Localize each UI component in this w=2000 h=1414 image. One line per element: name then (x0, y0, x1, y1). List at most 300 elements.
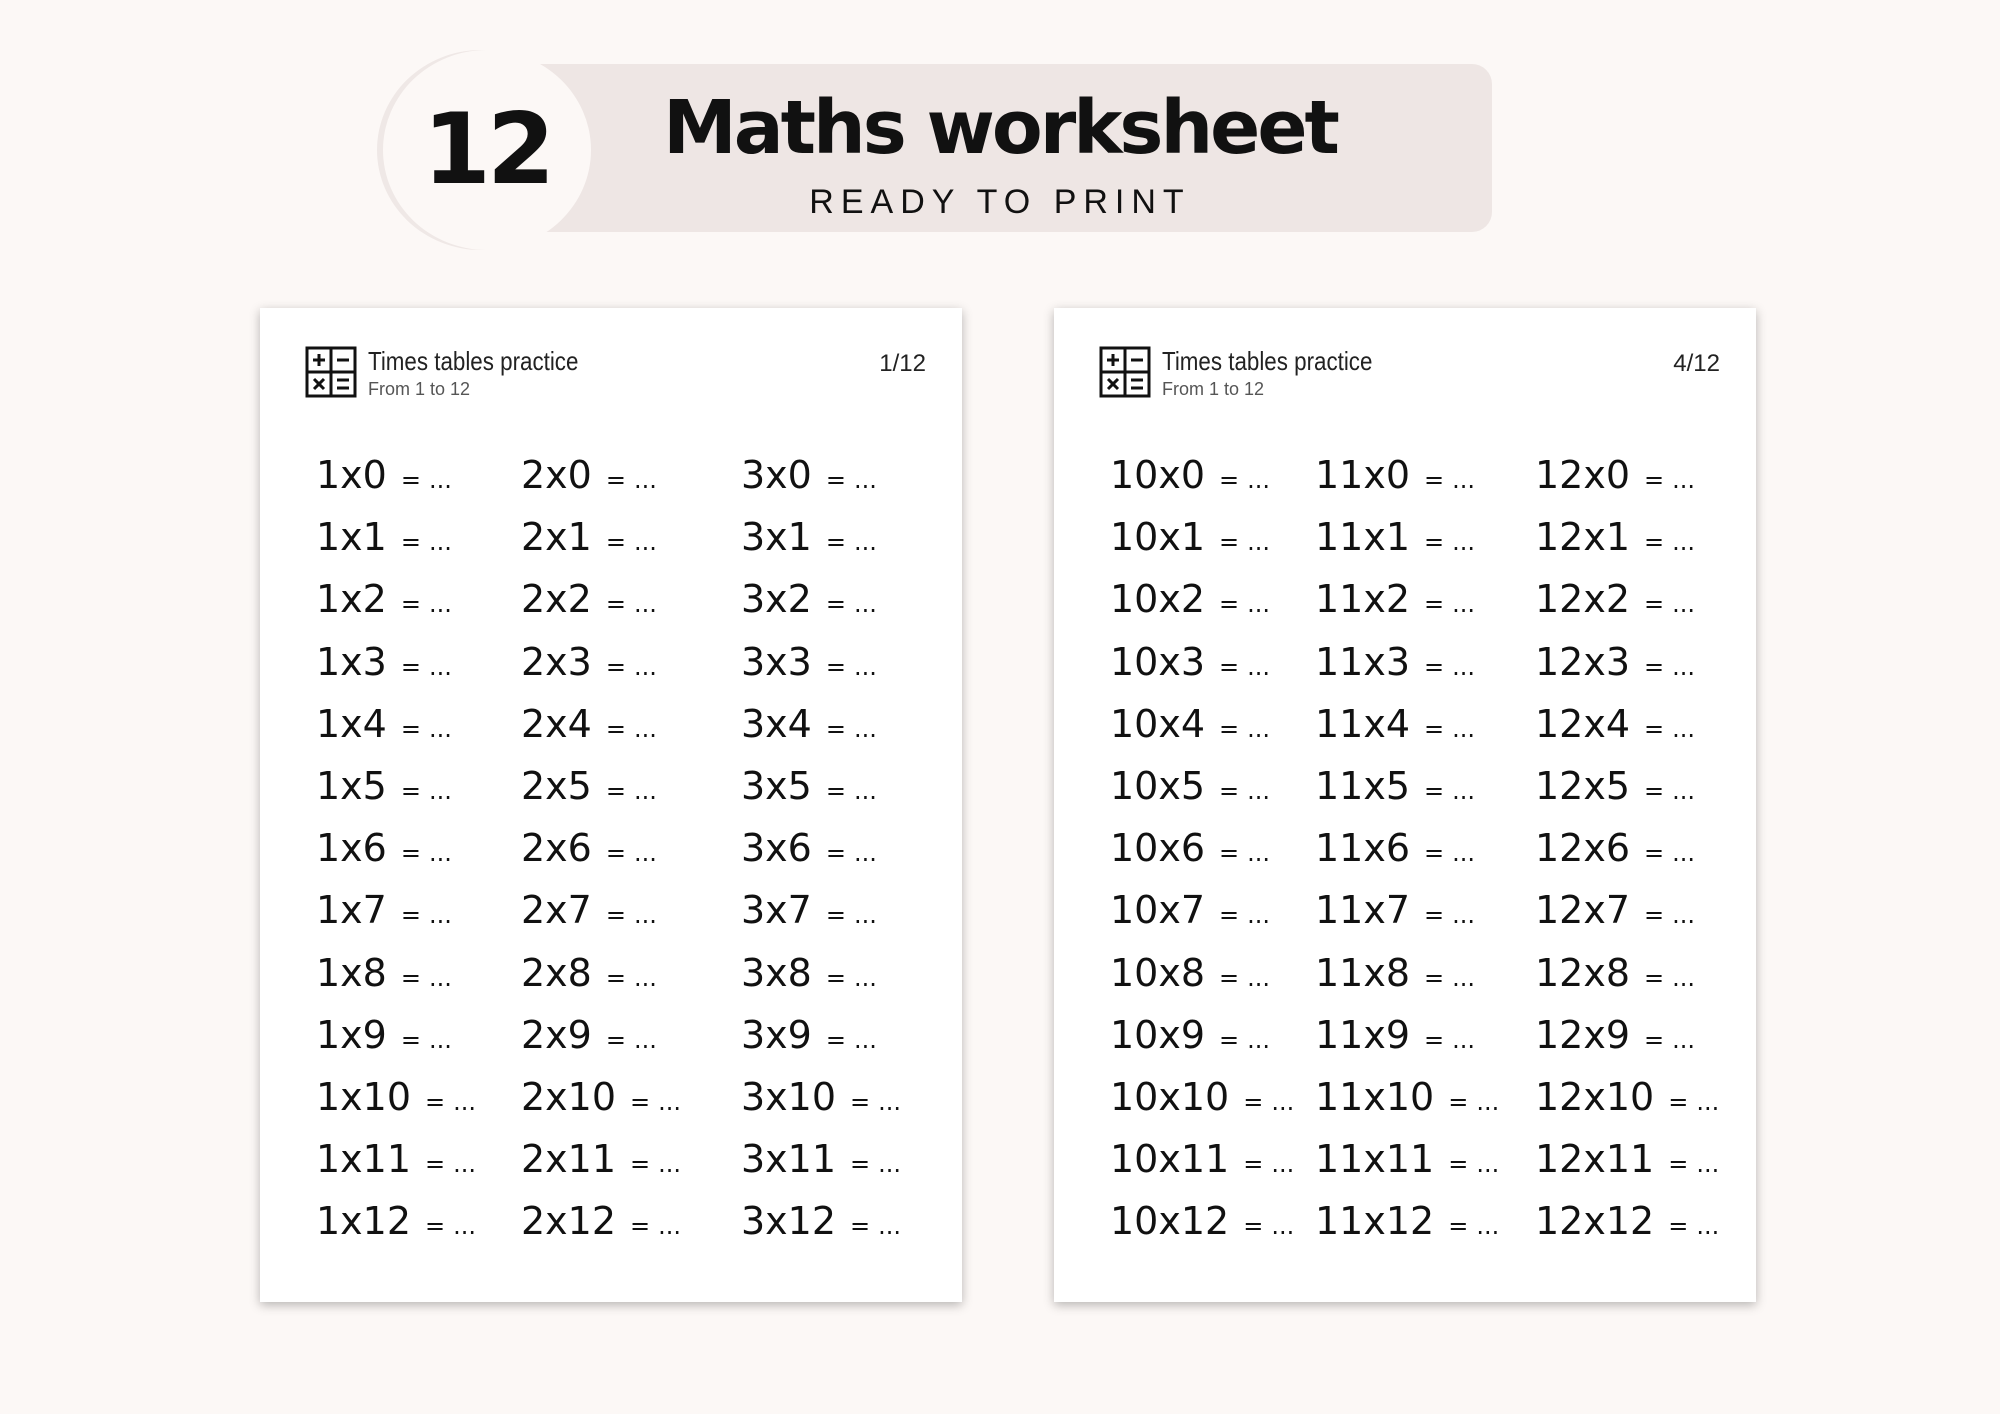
equals-sign: = (400, 528, 421, 557)
problem (741, 1190, 936, 1252)
problem-expression: 10x6 (1110, 826, 1206, 871)
equals-sign: = (825, 839, 846, 868)
answer-blank: ... (1476, 1212, 1500, 1241)
banner-subtitle: READY TO PRINT (809, 183, 1191, 221)
problem-expression: 1x12 (316, 1199, 412, 1244)
answer-blank: ... (1452, 901, 1476, 930)
problem-expression: 10x3 (1110, 639, 1206, 684)
answer-blank: ... (1476, 1150, 1500, 1179)
equals-sign: = (1668, 1087, 1689, 1116)
answer-blank: ... (1452, 590, 1476, 619)
equals-sign: = (605, 652, 626, 681)
problem-expression: 10x0 (1110, 453, 1206, 497)
problem (1535, 444, 1730, 506)
problem (1110, 755, 1315, 817)
problem-expression: 1x1 (316, 515, 387, 560)
problem-expression: 12x12 (1535, 1199, 1655, 1244)
problem (1110, 879, 1315, 941)
answer-blank: ... (1476, 1087, 1500, 1116)
equals-sign: = (1644, 963, 1665, 992)
answer-blank: ... (428, 901, 452, 930)
sheet-title: Times tables practice (368, 346, 579, 376)
answer-blank: ... (658, 1087, 682, 1116)
answer-blank: ... (853, 839, 877, 868)
worksheet-page (260, 308, 962, 1302)
problem (316, 568, 521, 630)
answer-blank: ... (1247, 963, 1271, 992)
problem-expression: 11x6 (1315, 826, 1411, 871)
problem (316, 755, 521, 817)
problem-expression: 11x9 (1315, 1012, 1411, 1057)
problem (1535, 1066, 1730, 1128)
answer-blank: ... (633, 714, 657, 743)
equals-sign: = (605, 714, 626, 743)
answer-blank: ... (853, 776, 877, 805)
problem (316, 1066, 521, 1128)
answer-blank: ... (1247, 1025, 1271, 1054)
problem-expression: 1x2 (316, 577, 387, 622)
problem (316, 879, 521, 941)
problem (741, 879, 936, 941)
equals-sign: = (1424, 839, 1445, 868)
equals-sign: = (605, 776, 626, 805)
problem (1315, 693, 1535, 755)
problem-expression: 1x6 (316, 826, 387, 871)
problem-expression: 11x0 (1315, 453, 1411, 497)
equals-sign: = (850, 1087, 871, 1116)
equals-sign: = (1219, 466, 1240, 494)
problem (521, 568, 741, 630)
problem (521, 444, 741, 506)
problem (316, 817, 521, 879)
answer-blank: ... (1672, 528, 1696, 557)
problem (1535, 568, 1730, 630)
problem (521, 1190, 741, 1252)
equals-sign: = (1424, 776, 1445, 805)
problem-expression: 12x7 (1535, 888, 1631, 933)
answer-blank: ... (1672, 901, 1696, 930)
problem-expression: 2x12 (521, 1199, 617, 1244)
answer-blank: ... (633, 963, 657, 992)
problem (741, 1128, 936, 1190)
answer-blank: ... (853, 901, 877, 930)
equals-sign: = (400, 1025, 421, 1054)
problem-expression: 2x1 (521, 515, 592, 560)
equals-sign: = (1219, 776, 1240, 805)
problem (1315, 1004, 1535, 1066)
problem-expression: 3x6 (741, 826, 812, 871)
problem (741, 631, 936, 693)
equals-sign: = (425, 1087, 446, 1116)
page-number: 1/12 (879, 350, 926, 377)
equals-sign: = (1219, 963, 1240, 992)
problem (1535, 1190, 1730, 1252)
problem-expression: 2x8 (521, 950, 592, 995)
answer-blank: ... (853, 652, 877, 681)
equals-sign: = (1424, 714, 1445, 743)
problem-expression: 1x7 (316, 888, 387, 933)
sheet-subtitle: From 1 to 12 (368, 379, 471, 399)
equals-sign: = (425, 1150, 446, 1179)
problem (1110, 1190, 1315, 1252)
answer-blank: ... (1672, 776, 1696, 805)
answer-blank: ... (1247, 839, 1271, 868)
sheet-subtitle: From 1 to 12 (1162, 379, 1265, 399)
problem-expression: 11x8 (1315, 950, 1411, 995)
problem-expression: 3x0 (741, 453, 812, 497)
problem (521, 1066, 741, 1128)
problem (741, 755, 936, 817)
equals-sign: = (605, 839, 626, 868)
problem-expression: 11x5 (1315, 763, 1411, 808)
equals-sign: = (1424, 652, 1445, 681)
problem (1315, 817, 1535, 879)
problem (521, 879, 741, 941)
answer-blank: ... (428, 652, 452, 681)
problem-expression: 1x4 (316, 701, 387, 746)
problem (1315, 755, 1535, 817)
answer-blank: ... (1247, 714, 1271, 743)
equals-sign: = (825, 528, 846, 557)
problem (741, 817, 936, 879)
problem-grid (316, 444, 936, 1252)
problem (521, 631, 741, 693)
problem (1315, 568, 1535, 630)
answer-blank: ... (1247, 466, 1271, 494)
problem-column (1535, 444, 1730, 1252)
equals-sign: = (1424, 528, 1445, 557)
page-number: 4/12 (1673, 350, 1720, 377)
equals-sign: = (630, 1087, 651, 1116)
answer-blank: ... (1452, 776, 1476, 805)
problem-expression: 11x2 (1315, 577, 1411, 622)
problem (1110, 444, 1315, 506)
problem-expression: 10x2 (1110, 577, 1206, 622)
equals-sign: = (400, 963, 421, 992)
equals-sign: = (1219, 590, 1240, 619)
answer-blank: ... (1452, 839, 1476, 868)
problem-expression: 3x12 (741, 1199, 837, 1244)
problem (741, 506, 936, 568)
equals-sign: = (1644, 776, 1665, 805)
problem-expression: 12x10 (1535, 1074, 1655, 1119)
problem (1110, 568, 1315, 630)
answer-blank: ... (633, 466, 657, 494)
problem-expression: 11x7 (1315, 888, 1411, 933)
problem (316, 942, 521, 1004)
problem-expression: 12x0 (1535, 453, 1631, 497)
problem-expression: 1x5 (316, 763, 387, 808)
problem-expression: 12x5 (1535, 763, 1631, 808)
answer-blank: ... (853, 528, 877, 557)
answer-blank: ... (658, 1212, 682, 1241)
answer-blank: ... (853, 1025, 877, 1054)
answer-blank: ... (428, 1025, 452, 1054)
equals-sign: = (1219, 652, 1240, 681)
problem (1110, 1004, 1315, 1066)
equals-sign: = (825, 590, 846, 619)
answer-blank: ... (1452, 714, 1476, 743)
problem-column (741, 444, 936, 1252)
answer-blank: ... (453, 1087, 477, 1116)
problem-expression: 3x2 (741, 577, 812, 622)
problem (741, 942, 936, 1004)
equals-sign: = (1644, 528, 1665, 557)
equals-sign: = (425, 1212, 446, 1241)
math-operations-icon (1099, 346, 1151, 398)
problem (316, 506, 521, 568)
problem (521, 755, 741, 817)
equals-sign: = (1644, 901, 1665, 930)
problem (1110, 693, 1315, 755)
problem (1535, 879, 1730, 941)
answer-blank: ... (1247, 776, 1271, 805)
problem (1535, 1128, 1730, 1190)
problem (741, 1004, 936, 1066)
equals-sign: = (400, 714, 421, 743)
equals-sign: = (825, 652, 846, 681)
problem (316, 1004, 521, 1066)
equals-sign: = (1243, 1087, 1264, 1116)
equals-sign: = (400, 839, 421, 868)
problem (1110, 817, 1315, 879)
problem-expression: 2x2 (521, 577, 592, 622)
math-operations-icon (305, 346, 357, 398)
equals-sign: = (1668, 1212, 1689, 1241)
problem-expression: 3x8 (741, 950, 812, 995)
answer-blank: ... (428, 528, 452, 557)
problem-expression: 10x4 (1110, 701, 1206, 746)
equals-sign: = (1448, 1212, 1469, 1241)
problem (1315, 1128, 1535, 1190)
problem-expression: 10x1 (1110, 515, 1206, 560)
equals-sign: = (825, 714, 846, 743)
answer-blank: ... (1672, 839, 1696, 868)
answer-blank: ... (1247, 652, 1271, 681)
answer-blank: ... (878, 1212, 902, 1241)
problem-expression: 11x1 (1315, 515, 1411, 560)
problem-expression: 2x0 (521, 453, 592, 497)
equals-sign: = (825, 1025, 846, 1054)
equals-sign: = (1644, 652, 1665, 681)
banner-title: Maths worksheet (663, 85, 1337, 171)
problem-column (316, 444, 521, 1252)
problem (1315, 1190, 1535, 1252)
equals-sign: = (1424, 590, 1445, 619)
problem (1315, 1066, 1535, 1128)
problem-expression: 2x4 (521, 701, 592, 746)
answer-blank: ... (658, 1150, 682, 1179)
equals-sign: = (400, 466, 421, 494)
answer-blank: ... (428, 963, 452, 992)
problem (1110, 1066, 1315, 1128)
problem-expression: 10x11 (1110, 1137, 1230, 1182)
problem-expression: 11x10 (1315, 1074, 1435, 1119)
answer-blank: ... (1696, 1087, 1720, 1116)
problem-expression: 3x1 (741, 515, 812, 560)
problem (316, 631, 521, 693)
problem (741, 444, 936, 506)
problem-expression: 2x9 (521, 1012, 592, 1057)
problem-expression: 2x7 (521, 888, 592, 933)
problem (521, 506, 741, 568)
problem-expression: 3x3 (741, 639, 812, 684)
problem (521, 693, 741, 755)
equals-sign: = (400, 776, 421, 805)
equals-sign: = (1424, 963, 1445, 992)
problem (316, 693, 521, 755)
answer-blank: ... (878, 1087, 902, 1116)
problem-expression: 11x4 (1315, 701, 1411, 746)
equals-sign: = (1219, 714, 1240, 743)
problem-expression: 10x9 (1110, 1012, 1206, 1057)
problem-expression: 2x3 (521, 639, 592, 684)
problem-expression: 12x4 (1535, 701, 1631, 746)
problem-expression: 12x6 (1535, 826, 1631, 871)
equals-sign: = (1644, 590, 1665, 619)
equals-sign: = (1448, 1150, 1469, 1179)
answer-blank: ... (1672, 963, 1696, 992)
problem (521, 1128, 741, 1190)
answer-blank: ... (633, 901, 657, 930)
problem-column (1110, 444, 1315, 1252)
equals-sign: = (1644, 839, 1665, 868)
problem (741, 1066, 936, 1128)
problem (521, 942, 741, 1004)
equals-sign: = (1219, 839, 1240, 868)
problem-expression: 3x5 (741, 763, 812, 808)
problem-column (1315, 444, 1535, 1252)
sheet-title: Times tables practice (1162, 346, 1373, 376)
problem (1315, 506, 1535, 568)
equals-sign: = (1644, 466, 1665, 494)
problem-expression: 12x2 (1535, 577, 1631, 622)
banner-count: 12 (422, 93, 552, 207)
answer-blank: ... (1271, 1150, 1295, 1179)
equals-sign: = (1668, 1150, 1689, 1179)
answer-blank: ... (853, 963, 877, 992)
answer-blank: ... (453, 1212, 477, 1241)
problem (1110, 506, 1315, 568)
problem-expression: 1x10 (316, 1074, 412, 1119)
answer-blank: ... (1452, 528, 1476, 557)
answer-blank: ... (633, 590, 657, 619)
equals-sign: = (1424, 1025, 1445, 1054)
problem-expression: 3x10 (741, 1074, 837, 1119)
problem-expression: 12x3 (1535, 639, 1631, 684)
problem-expression: 1x8 (316, 950, 387, 995)
equals-sign: = (400, 652, 421, 681)
answer-blank: ... (1696, 1150, 1720, 1179)
answer-blank: ... (1672, 590, 1696, 619)
equals-sign: = (630, 1150, 651, 1179)
equals-sign: = (1219, 528, 1240, 557)
answer-blank: ... (1672, 1025, 1696, 1054)
answer-blank: ... (428, 776, 452, 805)
problem-grid (1110, 444, 1730, 1252)
problem-expression: 2x5 (521, 763, 592, 808)
answer-blank: ... (878, 1150, 902, 1179)
answer-blank: ... (1672, 466, 1696, 494)
equals-sign: = (825, 776, 846, 805)
equals-sign: = (1424, 901, 1445, 930)
problem-expression: 2x10 (521, 1074, 617, 1119)
problem-expression: 2x11 (521, 1137, 617, 1182)
equals-sign: = (1243, 1150, 1264, 1179)
problem-expression: 1x11 (316, 1137, 412, 1182)
problem (1535, 755, 1730, 817)
problem (316, 444, 521, 506)
equals-sign: = (850, 1150, 871, 1179)
problem-expression: 11x11 (1315, 1137, 1435, 1182)
equals-sign: = (400, 590, 421, 619)
answer-blank: ... (1452, 1025, 1476, 1054)
problem (1535, 631, 1730, 693)
equals-sign: = (1644, 1025, 1665, 1054)
answer-blank: ... (1672, 714, 1696, 743)
problem (1535, 506, 1730, 568)
problem (1315, 444, 1535, 506)
equals-sign: = (825, 901, 846, 930)
answer-blank: ... (633, 652, 657, 681)
equals-sign: = (605, 901, 626, 930)
problem-expression: 12x9 (1535, 1012, 1631, 1057)
answer-blank: ... (428, 839, 452, 868)
problem (1535, 942, 1730, 1004)
problem (1315, 942, 1535, 1004)
answer-blank: ... (633, 839, 657, 868)
problem-expression: 3x4 (741, 701, 812, 746)
problem (1110, 631, 1315, 693)
problem-expression: 1x0 (316, 453, 387, 497)
problem-expression: 10x5 (1110, 763, 1206, 808)
problem-expression: 3x7 (741, 888, 812, 933)
problem-expression: 2x6 (521, 826, 592, 871)
worksheet-page (1054, 308, 1756, 1302)
equals-sign: = (605, 466, 626, 494)
problem (316, 1128, 521, 1190)
problem-column (521, 444, 741, 1252)
answer-blank: ... (1452, 652, 1476, 681)
answer-blank: ... (1247, 590, 1271, 619)
equals-sign: = (605, 528, 626, 557)
problem (521, 817, 741, 879)
equals-sign: = (1644, 714, 1665, 743)
equals-sign: = (1448, 1087, 1469, 1116)
equals-sign: = (1424, 466, 1445, 494)
equals-sign: = (400, 901, 421, 930)
answer-blank: ... (633, 528, 657, 557)
answer-blank: ... (1452, 466, 1476, 494)
problem-expression: 12x11 (1535, 1137, 1655, 1182)
problem (1110, 942, 1315, 1004)
equals-sign: = (1219, 901, 1240, 930)
problem (1535, 693, 1730, 755)
problem-expression: 12x1 (1535, 515, 1631, 560)
equals-sign: = (825, 963, 846, 992)
answer-blank: ... (853, 466, 877, 494)
answer-blank: ... (428, 714, 452, 743)
answer-blank: ... (1247, 901, 1271, 930)
problem (1535, 1004, 1730, 1066)
equals-sign: = (605, 590, 626, 619)
problem (741, 693, 936, 755)
problem (1110, 1128, 1315, 1190)
problem-expression: 11x3 (1315, 639, 1411, 684)
problem (521, 1004, 741, 1066)
answer-blank: ... (453, 1150, 477, 1179)
problem (1315, 631, 1535, 693)
